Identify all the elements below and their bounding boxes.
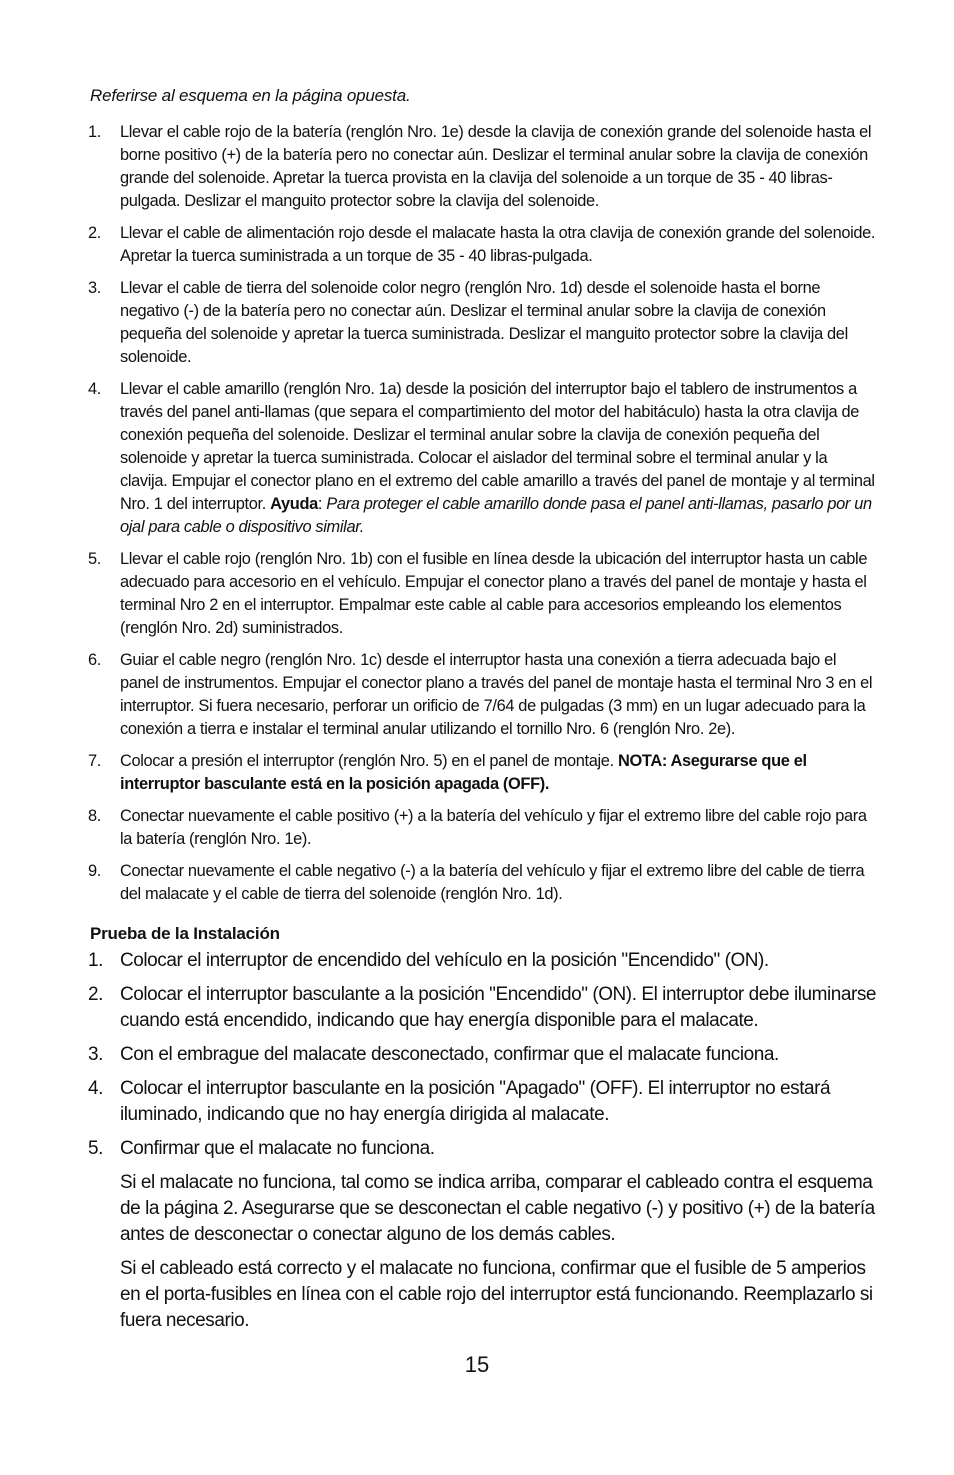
installation-test-list (88, 948, 878, 1342)
list-item (88, 860, 878, 906)
section-heading: Prueba de la Instalación (90, 924, 280, 943)
step-text: Llevar el cable rojo de la batería (renglón Nro. 1e) desde la clavija de conexión grande del solenoide hasta el borne positivo (+) de la batería pero no conectar aún. Deslizar el terminal anular sobre la clavija de conexión grande del solenoide. Apretar la tuerca provista en la clavija del solenoide a un torque de 35 - 40 libras-pulgada. Deslizar el manguito protector sobre la clavija del solenoide. (120, 123, 872, 210)
step-text-block (120, 1136, 878, 1334)
list-item (88, 1136, 878, 1334)
step-number: 3. (88, 279, 101, 297)
step-number: 9. (88, 862, 101, 880)
step-text: Colocar el interruptor de encendido del vehículo en la posición "Encendido" (ON). (120, 950, 769, 971)
step-text: Colocar el interruptor basculante a la posición "Encendido" (ON). El interruptor debe iluminarse cuando está encendido, indicando que hay energía disponible para el malacate. (120, 984, 877, 1031)
tip-separator: : (317, 495, 327, 513)
page-number: 15 (464, 1352, 490, 1377)
step-number: 8. (88, 807, 101, 825)
tip-label: Ayuda (270, 495, 318, 513)
step-number: 1. (88, 123, 101, 141)
step-number: 2. (88, 984, 103, 1005)
list-item (88, 222, 878, 268)
step-text: Colocar el interruptor basculante en la posición "Apagado" (OFF). El interruptor no estará iluminado, indicando que no hay energía dirigida al malacate. (120, 1078, 831, 1125)
tip-text: Para proteger el cable amarillo donde pasa el panel anti-llamas, pasarlo por un ojal para cable o dispositivo similar. (120, 495, 872, 536)
list-item (88, 750, 878, 796)
step-text-wrap (120, 750, 878, 796)
step-number: 7. (88, 752, 101, 770)
list-item (88, 805, 878, 851)
list-item (88, 649, 878, 741)
wiring-steps-list (88, 121, 878, 915)
list-item (88, 378, 878, 539)
note-text: NOTA: Asegurarse que el interruptor basculante está en la posición apagada (OFF). (120, 752, 807, 793)
step-text: Colocar a presión el interruptor (renglón Nro. 5) en el panel de montaje. (120, 752, 614, 770)
step-number: 6. (88, 651, 101, 669)
step-number: 5. (88, 550, 101, 568)
troubleshoot-paragraph: Si el cableado está correcto y el malacate no funciona, confirmar que el fusible de 5 amperios en el porta-fusibles en línea con el cable rojo del interruptor está funcionando. Reemplazarlo si fuera necesario. (120, 1258, 873, 1331)
step-number: 2. (88, 224, 101, 242)
list-item (88, 982, 878, 1034)
step-text: Llevar el cable amarillo (renglón Nro. 1a) desde la posición del interruptor bajo el tablero de instrumentos a través del panel anti-llamas (que separa el compartimiento del motor del habitáculo) hasta la otra clavija de conexión pequeña del solenoide. Deslizar el terminal anular sobre la clavija de conexión pequeña del solenoide y apretar la tuerca suministrada. Colocar el aislador del terminal sobre el terminal anular y la clavija. Empujar el conector plano en el extremo del cable amarillo a través del panel de montaje y al terminal Nro. 1 del interruptor. (120, 380, 875, 513)
step-text: Llevar el cable de tierra del solenoide color negro (renglón Nro. 1d) desde el solenoide hasta el borne negativo (-) de la batería pero no conectar aún. Deslizar el terminal anular sobre la clavija de conexión pequeña del solenoide y apretar la tuerca suministrada. Deslizar el manguito protector sobre la clavija del solenoide. (120, 279, 848, 366)
step-number: 4. (88, 380, 101, 398)
step-text: Confirmar que el malacate no funciona. (120, 1138, 435, 1159)
list-item (88, 1076, 878, 1128)
step-number: 4. (88, 1078, 103, 1099)
list-item (88, 948, 878, 974)
step-number: 1. (88, 950, 103, 971)
step-text: Llevar el cable de alimentación rojo desde el malacate hasta la otra clavija de conexión grande del solenoide. Apretar la tuerca suministrada a un torque de 35 - 40 libras-pulgada. (120, 224, 876, 265)
list-item (88, 121, 878, 213)
troubleshoot-paragraph: Si el malacate no funciona, tal como se indica arriba, comparar el cableado contra el esquema de la página 2. Asegurarse que se desconectan el cable negativo (-) y positivo (+) de la batería antes de desconectar o conectar alguno de los demás cables. (120, 1172, 875, 1245)
step-text-wrap (120, 378, 878, 539)
list-item (88, 548, 878, 640)
step-text: Con el embrague del malacate desconectado, confirmar que el malacate funciona. (120, 1044, 779, 1065)
step-text: Conectar nuevamente el cable negativo (-) a la batería del vehículo y fijar el extremo libre del cable de tierra del malacate y el cable de tierra del solenoide (renglón Nro. 1d). (120, 862, 865, 903)
step-number: 5. (88, 1138, 103, 1159)
list-item (88, 277, 878, 369)
step-text: Llevar el cable rojo (renglón Nro. 1b) con el fusible en línea desde la ubicación del interruptor hasta un cable adecuado para accesorio en el vehículo. Empujar el conector plano a través del panel de montaje y hasta el terminal Nro 2 en el interruptor. Empalmar este cable al cable para accesorios empleando los elementos (renglón Nro. 2d) suministrados. (120, 550, 868, 637)
step-text: Guiar el cable negro (renglón Nro. 1c) desde el interruptor hasta una conexión a tierra adecuada bajo el panel de instrumentos. Empujar el conector plano a través del panel de montaje hasta el terminal Nro 3 en el interruptor. Si fuera necesario, perforar un orificio de 7/64 de pulgadas (3 mm) en un lugar adecuado para la conexión a tierra e instalar el terminal anular utilizando el tornillo Nro. 6 (renglón Nro. 2e). (120, 651, 873, 738)
list-item (88, 1042, 878, 1068)
intro-note: Referirse al esquema en la página opuesta. (90, 86, 411, 105)
step-number: 3. (88, 1044, 103, 1065)
step-text: Conectar nuevamente el cable positivo (+) a la batería del vehículo y fijar el extremo libre del cable rojo para la batería (renglón Nro. 1e). (120, 807, 867, 848)
